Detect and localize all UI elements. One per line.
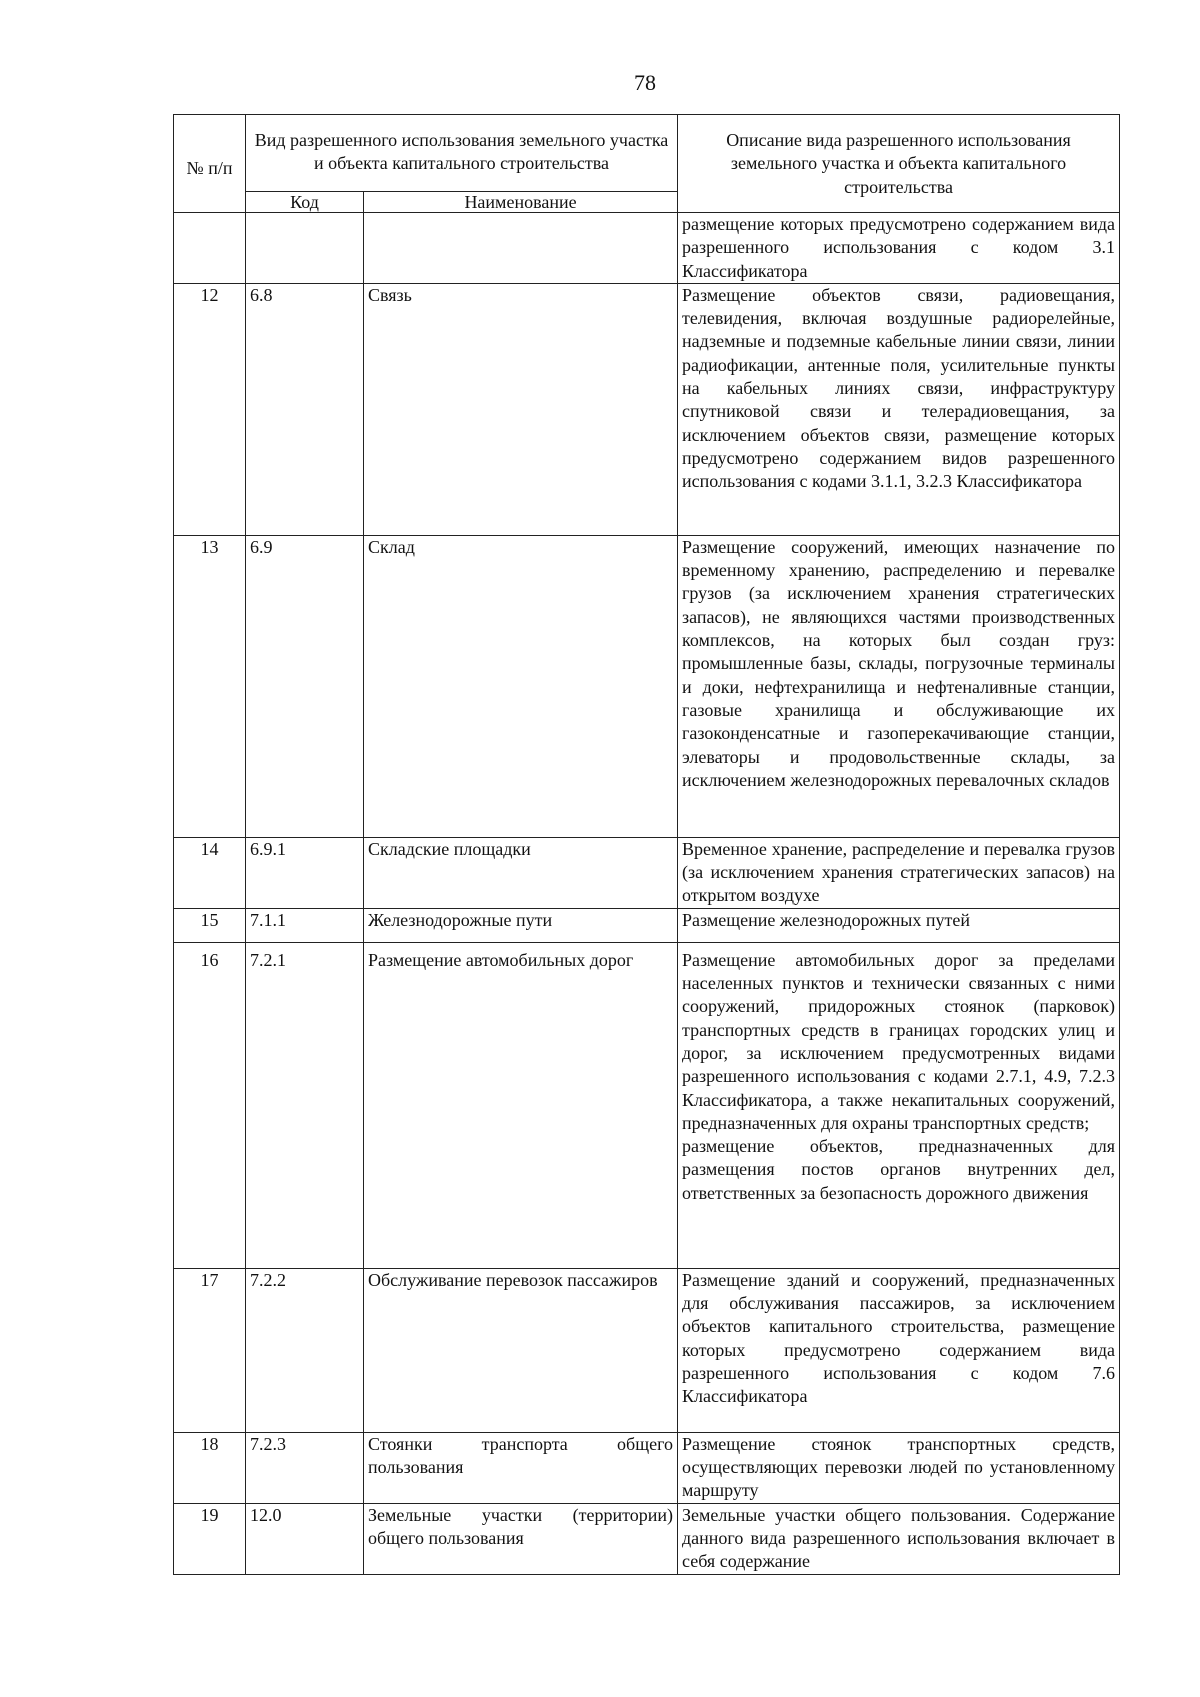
header-code: Код <box>246 192 364 213</box>
row-num: 14 <box>174 837 246 908</box>
row-description: Размещение железнодорожных путей <box>678 908 1120 942</box>
row-name: Склад <box>364 535 678 837</box>
row-name: Размещение автомобильных дорог <box>364 942 678 1268</box>
header-name: Наименование <box>364 192 678 213</box>
row-num: 13 <box>174 535 246 837</box>
row-description: Размещение стоянок транспортных средств, осуществляющих перевозки людей по установленному маршруту <box>678 1432 1120 1503</box>
row-code: 6.9.1 <box>246 837 364 908</box>
row-num: 16 <box>174 942 246 1268</box>
header-num: № п/п <box>174 115 246 213</box>
continuation-description: размещение которых предусмотрено содержанием вида разрешенного использования с кодом 3.1 Классификатора <box>678 213 1120 284</box>
row-name: Обслуживание перевозок пассажиров <box>364 1268 678 1432</box>
row-code: 7.2.3 <box>246 1432 364 1503</box>
row-name: Земельные участки (территории) общего пользования <box>364 1503 678 1574</box>
row-name: Стоянки транспорта общего пользования <box>364 1432 678 1503</box>
row-num: 19 <box>174 1503 246 1574</box>
row-description: Размещение сооружений, имеющих назначение по временному хранению, распределению и перевалке грузов (за исключением хранения стратегических запасов), не являющихся частями производственных комплексов, на которых был создан груз: промышленные базы, склады, погрузочные терминалы и доки, нефтехранилища и нефтеналивные станции, газовые хранилища и обслуживающие их газоконденсатные и газоперекачивающие станции, элеваторы и продовольственные склады, за исключением железнодорожных перевалочных складов <box>678 535 1120 837</box>
row-name: Железнодорожные пути <box>364 908 678 942</box>
row-num: 18 <box>174 1432 246 1503</box>
header-description: Описание вида разрешенного использования земельного участка и объекта капитального строительства <box>678 115 1120 213</box>
table-row-continuation <box>174 213 1120 284</box>
row-description-part-1: Размещение автомобильных дорог за пределами населенных пунктов и технически связанных с ними сооружений, придорожных стоянок (парковок) транспортных средств в границах городских улиц и дорог, за исключением предусмотренных видами разрешенного использования с кодами 2.7.1, 4.9, 7.2.3 Классификатора, а также некапитальных сооружений, предназначенных для охраны транспортных средств; <box>682 949 1116 1133</box>
row-description-part-2: размещение объектов, предназначенных для размещения постов органов внутренних дел, ответственных за безопасность дорожного движения <box>682 1136 1116 1203</box>
row-code: 6.8 <box>246 283 364 535</box>
row-num: 12 <box>174 283 246 535</box>
row-name: Складские площадки <box>364 837 678 908</box>
table-row <box>174 535 1120 837</box>
header-row <box>174 115 1120 192</box>
table-row <box>174 1432 1120 1503</box>
row-description <box>678 942 1120 1268</box>
row-code: 7.2.1 <box>246 942 364 1268</box>
page-number: 78 <box>634 70 656 95</box>
header-use-type: Вид разрешенного использования земельного участка и объекта капитального строительства <box>246 115 678 192</box>
land-use-table <box>173 114 1120 1575</box>
table-row <box>174 1503 1120 1574</box>
table-row <box>174 283 1120 535</box>
row-code: 7.1.1 <box>246 908 364 942</box>
row-code: 12.0 <box>246 1503 364 1574</box>
row-num: 15 <box>174 908 246 942</box>
table-row <box>174 942 1120 1268</box>
table-row <box>174 1268 1120 1432</box>
row-description: Временное хранение, распределение и перевалка грузов (за исключением хранения стратегических запасов) на открытом воздухе <box>678 837 1120 908</box>
row-num: 17 <box>174 1268 246 1432</box>
row-name: Связь <box>364 283 678 535</box>
table-row <box>174 908 1120 942</box>
table-row <box>174 837 1120 908</box>
row-code: 6.9 <box>246 535 364 837</box>
row-code: 7.2.2 <box>246 1268 364 1432</box>
row-description: Размещение объектов связи, радиовещания, телевидения, включая воздушные радиорелейные, надземные и подземные кабельные линии связи, линии радиофикации, антенные поля, усилительные пункты на кабельных линиях связи, инфраструктуру спутниковой связи и телерадиовещания, за исключением объектов связи, размещение которых предусмотрено содержанием видов разрешенного использования с кодами 3.1.1, 3.2.3 Классификатора <box>678 283 1120 535</box>
row-description: Земельные участки общего пользования. Содержание данного вида разрешенного использования включает в себя содержание <box>678 1503 1120 1574</box>
row-description: Размещение зданий и сооружений, предназначенных для обслуживания пассажиров, за исключением объектов капитального строительства, размещение которых предусмотрено содержанием вида разрешенного использования с кодом 7.6 Классификатора <box>678 1268 1120 1432</box>
